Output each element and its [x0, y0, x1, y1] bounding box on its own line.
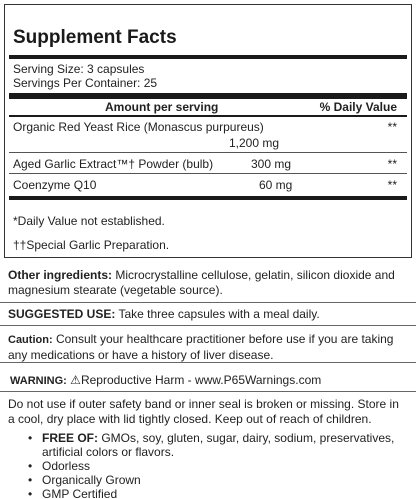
feature-gmp: GMP Certified: [42, 487, 118, 499]
serving-size: Serving Size: 3 capsules: [13, 62, 145, 76]
ingredient-dv-garlic-extract: **: [387, 157, 397, 171]
list-item: [24, 487, 408, 499]
facts-title: Supplement Facts: [13, 27, 177, 48]
ingredient-name-red-yeast-rice: Organic Red Yeast Rice (Monascus purpureus): [13, 120, 264, 134]
bullet-icon: •: [28, 431, 33, 445]
footnote-garlic: ††Special Garlic Preparation.: [13, 238, 170, 252]
list-item: [24, 459, 408, 473]
warning-triangle-icon: ⚠: [70, 373, 81, 387]
suggested-use-label: SUGGESTED USE:: [8, 307, 116, 321]
feature-list: [24, 431, 408, 499]
other-ingredients: [8, 268, 408, 298]
ingredient-amount-coq10: 60 mg: [259, 178, 293, 192]
ingredient-dv-coq10: **: [387, 178, 397, 192]
storage-instructions: Do not use if outer safety band or inner seal is broken or missing. Store in a cool, dry place with lid tightly closed. Keep out of reach of children.: [8, 397, 399, 426]
footnote-daily-value: *Daily Value not established.: [13, 214, 165, 228]
feature-organic: Organically Grown: [42, 473, 141, 487]
free-of-text: GMOs, soy, gluten, sugar, dairy, sodium, preservatives, artificial colors or flavors.: [42, 431, 395, 459]
ingredient-amount-garlic-extract: 300 mg: [251, 157, 292, 171]
divider: [9, 93, 407, 99]
supplement-facts-panel: [4, 4, 412, 258]
bullet-icon: •: [28, 459, 33, 473]
section-divider: [0, 362, 416, 363]
section-divider: [0, 302, 416, 303]
other-ingredients-label: Other ingredients:: [8, 268, 113, 282]
ingredient-name-garlic-extract: Aged Garlic Extract™† Powder (bulb): [13, 157, 214, 171]
header-daily-value: % Daily Value: [319, 100, 397, 114]
ingredient-dv-red-yeast-rice: **: [387, 120, 397, 134]
ingredient-amount-red-yeast-rice: 1,200 mg: [229, 136, 280, 150]
caution-label: Caution:: [8, 334, 53, 346]
feature-odorless: Odorless: [42, 459, 91, 473]
suggested-use: [8, 307, 408, 322]
divider: [9, 115, 407, 117]
divider: [9, 173, 407, 174]
divider: [9, 55, 407, 59]
ingredient-name-coq10: Coenzyme Q10: [13, 178, 97, 192]
section-divider: [0, 325, 416, 326]
section-divider: [0, 391, 416, 392]
warning-text: Reproductive Harm - www.P65Warnings.com: [80, 373, 322, 387]
caution-text: Consult your healthcare practitioner before use if you are taking any medications or have a history of liver disease.: [8, 332, 394, 362]
other-ingredients-text: Microcrystalline cellulose, gelatin, silicon dioxide and magnesium stearate (vegetable source).: [8, 268, 395, 297]
divider: [9, 196, 407, 200]
bullet-icon: •: [28, 487, 33, 499]
servings-per-container: Servings Per Container: 25: [13, 76, 158, 90]
caution: [8, 332, 408, 363]
free-of-label: FREE OF:: [42, 431, 98, 445]
divider: [9, 152, 407, 153]
bullet-icon: •: [28, 473, 33, 487]
list-item: [24, 473, 408, 487]
warning-label: WARNING:: [10, 375, 67, 387]
list-item: [24, 431, 408, 459]
header-amount: Amount per serving: [105, 100, 219, 114]
suggested-use-text: Take three capsules with a meal daily.: [115, 307, 320, 321]
prop65-warning: [10, 373, 410, 389]
